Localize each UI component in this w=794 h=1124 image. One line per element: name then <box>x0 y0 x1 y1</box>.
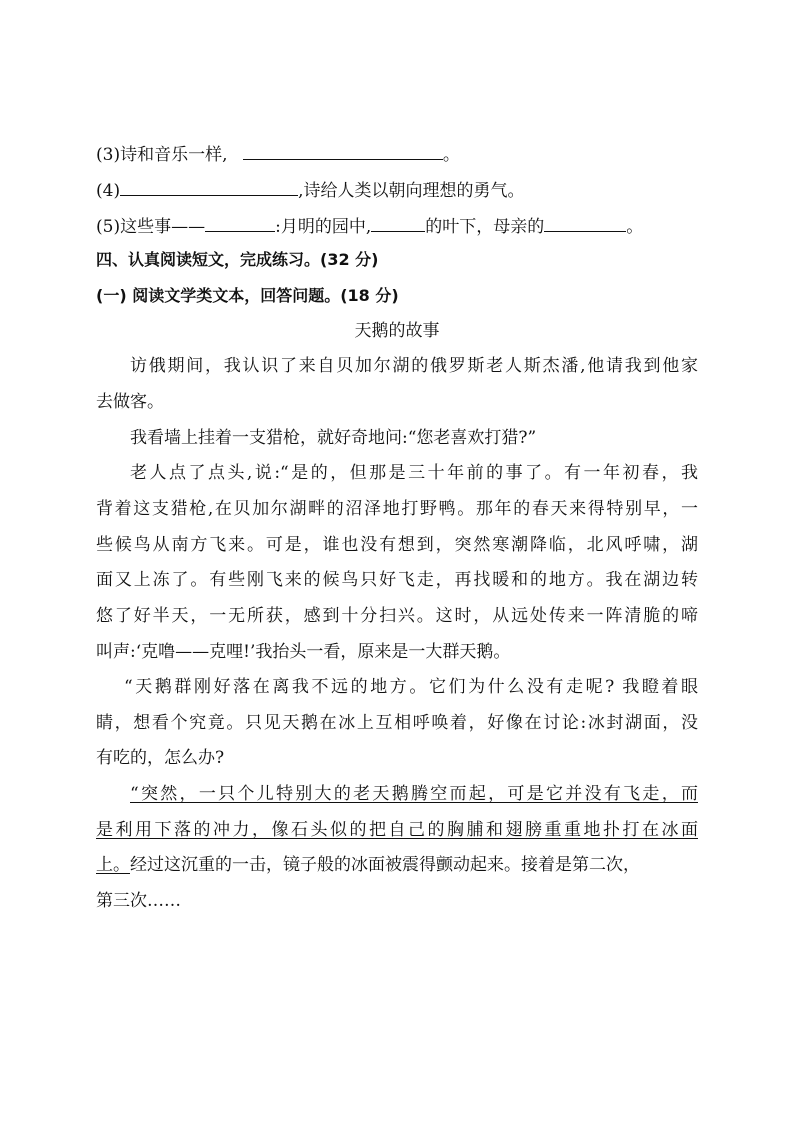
story-line: 我看墙上挂着一支猎枪，就好奇地问:“您老喜欢打猎?” <box>130 428 537 448</box>
story-line: 访俄期间，我认识了来自贝加尔湖的俄罗斯老人斯杰潘,他请我到他家 <box>130 356 698 376</box>
question-3-prefix: (3)诗和音乐一样, <box>96 145 228 165</box>
story-line: 睛，想看个究竟。只见天鹅在冰上互相呼唤着，好像在讨论:冰封湖面，没 <box>96 713 698 733</box>
story-line: 叫声:‘克噜——克哩!’我抬头一看，原来是一大群天鹅。 <box>96 642 511 662</box>
section-subheading: (一) 阅读文学类文本，回答问题。(18 分) <box>96 286 399 305</box>
story-plain-fragment: 经过这沉重的一击，镜子般的冰面被震得颤动起来。接着是第二次， <box>130 855 640 875</box>
story-line: 去做客。 <box>96 392 164 412</box>
question-5-prefix: (5)这些事—— <box>96 217 206 237</box>
question-5-mid2: 的叶下，母亲的 <box>425 217 545 237</box>
section-heading: 四、认真阅读短文，完成练习。(32 分) <box>96 250 379 269</box>
story-line: 第三次…… <box>96 891 181 911</box>
question-4-prefix: (4) <box>96 181 121 201</box>
story-line: 背着这支猎枪,在贝加尔湖畔的沼泽地打野鸭。那年的春天来得特别早，一 <box>96 499 698 519</box>
story-line: 有吃的，怎么办? <box>96 748 225 768</box>
story-line: 悠了好半天，一无所获，感到十分扫兴。这时，从远处传来一阵清脆的啼 <box>96 606 698 626</box>
question-5-suffix: 。 <box>626 217 644 237</box>
question-4-suffix: ,诗给人类以朝向理想的勇气。 <box>298 181 525 201</box>
question-3-suffix: 。 <box>442 145 460 165</box>
question-4 <box>96 178 698 201</box>
answer-blank-4[interactable] <box>120 178 298 196</box>
story-line-mixed <box>96 855 698 875</box>
answer-blank-3[interactable] <box>243 142 443 160</box>
answer-blank-5c[interactable] <box>544 214 626 232</box>
story-line: 老人点了点头,说:“是的，但那是三十年前的事了。有一年初春，我 <box>130 463 698 483</box>
story-title: 天鹅的故事 <box>354 321 440 341</box>
story-line: 些候鸟从南方飞来。可是，谁也没有想到，突然寒潮降临，北风呼啸，湖 <box>96 535 698 555</box>
story-underlined-fragment: 上。 <box>96 855 130 875</box>
question-3 <box>96 142 698 165</box>
answer-blank-5b[interactable] <box>371 214 425 232</box>
story-line-underlined: 是利用下落的冲力，像石头似的把自己的胸脯和翅膀重重地扑打在冰面 <box>96 820 698 840</box>
story-line: 面又上冻了。有些刚飞来的候鸟只好飞走，再找暖和的地方。我在湖边转 <box>96 570 698 590</box>
question-5 <box>96 214 698 237</box>
story-line: “天鹅群刚好落在离我不远的地方。它们为什么没有走呢? 我瞪着眼 <box>124 677 698 697</box>
story-line-underlined: “突然，一只个儿特别大的老天鹅腾空而起，可是它并没有飞走，而 <box>130 784 698 804</box>
question-5-mid1: :月明的园中, <box>275 217 372 237</box>
answer-blank-5a[interactable] <box>205 214 275 232</box>
